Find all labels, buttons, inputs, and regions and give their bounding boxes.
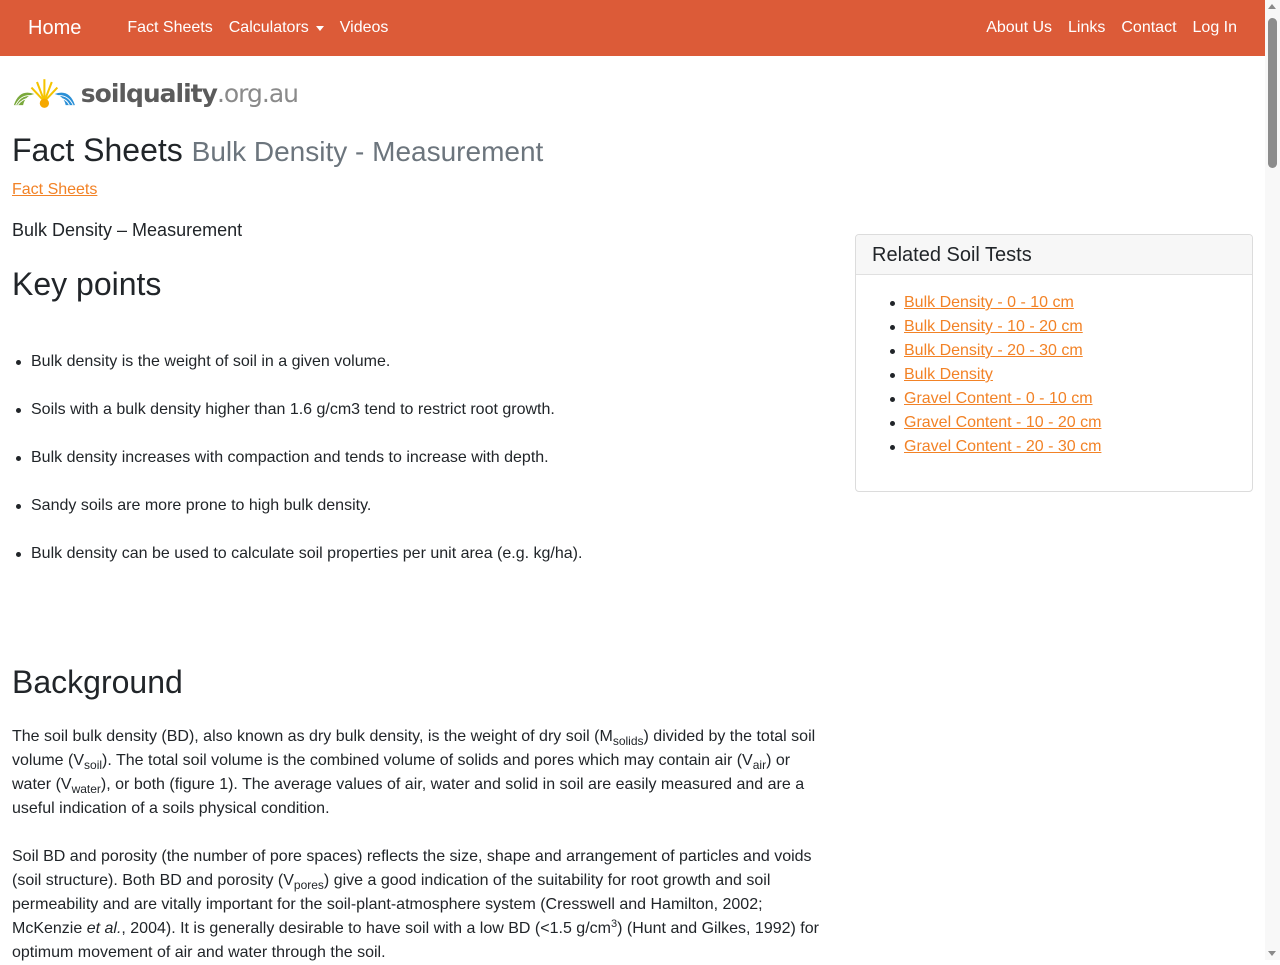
related-link-bulk-density-20-30[interactable]: Bulk Density - 20 - 30 cm [904,342,1083,359]
related-link-bulk-density[interactable]: Bulk Density [904,366,993,383]
nav-log-in[interactable]: Log In [1192,19,1237,36]
list-item [890,435,1101,459]
bullet-icon [890,349,895,354]
nav-left [119,16,396,40]
list-item [890,315,1101,339]
related-link-gravel-10-20[interactable]: Gravel Content - 10 - 20 cm [904,414,1102,431]
key-points-list [12,350,812,590]
list-item [890,387,1101,411]
bullet-icon [16,504,21,509]
site-logo[interactable] [12,72,298,116]
related-link-bulk-density-0-10[interactable]: Bulk Density - 0 - 10 cm [904,294,1074,311]
bullet-icon [16,408,21,413]
caret-down-icon [316,26,324,31]
sunrise-logo-icon [12,74,77,114]
card-header: Related Soil Tests [856,235,1252,275]
list-item [890,363,1101,387]
background-paragraph-1: The soil bulk density (BD), also known as dry bulk density, is the weight of dry soil $(M_{solids})$ divided by the total soil volume $(V_{soil})$. The total soil volume is the combined volume of solids and pores which may contain air $(V_{air})$ or water $(V_{water})$, or both (figure 1). The average values of air, water and solid in soil are easily measured and are a useful indication of a soils physical condition. [12,728,816,817]
nav-videos[interactable]: Videos [339,19,389,36]
background-heading: Background [12,664,183,700]
related-link-gravel-20-30[interactable]: Gravel Content - 20 - 30 cm [904,438,1102,455]
related-soil-tests-card [855,234,1253,492]
nav-links[interactable]: Links [1068,19,1106,36]
list-item: Sandy soils are more prone to high bulk density. [12,494,812,542]
scroll-down-arrow-icon[interactable] [1268,951,1276,956]
logo-text: soilquality.org.au [80,79,298,109]
related-link-bulk-density-10-20[interactable]: Bulk Density - 10 - 20 cm [904,318,1083,335]
bullet-icon [890,445,895,450]
key-points-heading: Key points [12,266,162,302]
nav-about-us[interactable]: About Us [986,19,1053,36]
list-item: Bulk density increases with compaction and tends to increase with depth. [12,446,812,494]
list-item [890,291,1101,315]
bullet-icon [890,397,895,402]
background-paragraph-2: Soil BD and porosity (the number of pore spaces) reflects the size, shape and arrangement of particles and voids (soil structure). Both BD and porosity $(V_{pores})$ give a good indication of the suitability for root growth and soil permeability and are vitally important for the soil-plant-atmosphere system (Cresswell and Hamilton, 2002; McKenzie et al., 2004). It is generally desirable to have soil with a low BD (<1.5 $g/cm^3$) (Hunt and Gilkes, 1992) for optimum movement of air and water through the soil. [12,848,819,961]
list-item: Bulk density can be used to calculate soil properties per unit area (e.g. kg/ha). [12,542,812,590]
breadcrumb-fact-sheets[interactable]: Fact Sheets [12,181,98,198]
scroll-up-arrow-icon[interactable] [1268,4,1276,9]
related-links-list [890,291,1101,459]
nav-calculators-label: Calculators [228,19,309,36]
list-item: Soils with a bulk density higher than 1.6 g/cm3 tend to restrict root growth. [12,398,812,446]
nav-calculators-dropdown[interactable] [221,16,332,40]
nav-contact[interactable]: Contact [1121,19,1177,36]
scroll-thumb[interactable] [1268,18,1277,168]
vertical-scrollbar[interactable] [1265,0,1280,960]
list-item: Bulk density is the weight of soil in a given volume. [12,350,812,398]
top-navbar [0,0,1265,56]
nav-right [978,16,1245,40]
related-link-gravel-0-10[interactable]: Gravel Content - 0 - 10 cm [904,390,1093,407]
bullet-icon [16,552,21,557]
list-item [890,411,1101,435]
bullet-icon [890,373,895,378]
page-title: Fact Sheets Bulk Density - Measurement [12,132,544,168]
article-subtitle: Bulk Density – Measurement [12,220,243,240]
home-link[interactable]: Home [28,17,82,39]
page-title-sub: Bulk Density - Measurement [191,136,544,167]
list-item [890,339,1101,363]
bullet-icon [890,301,895,306]
bullet-icon [16,456,21,461]
bullet-icon [890,325,895,330]
nav-fact-sheets[interactable]: Fact Sheets [127,19,213,36]
bullet-icon [890,421,895,426]
bullet-icon [16,360,21,365]
